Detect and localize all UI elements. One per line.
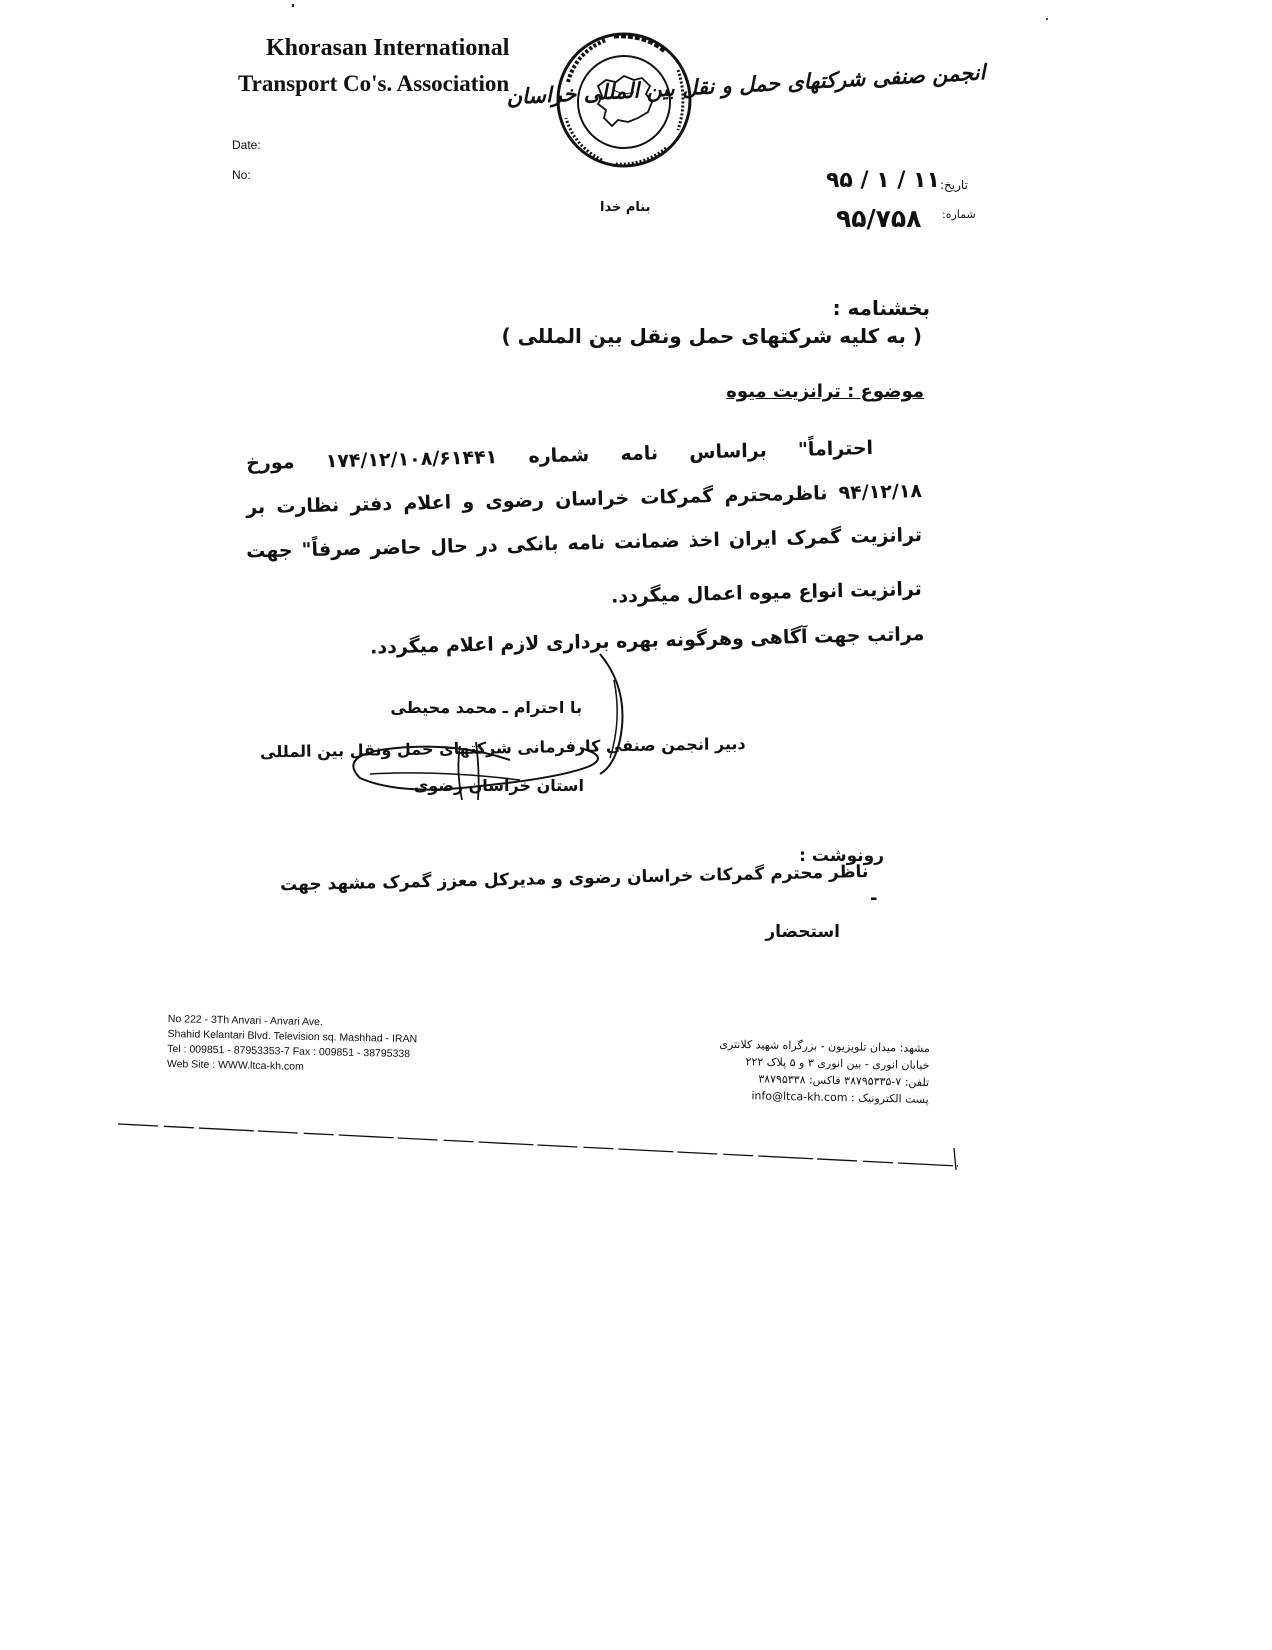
org-name-en-line2: Transport Co's. Association	[238, 71, 510, 96]
footer-en-line: No 222 - 3Th Anvari - Anvari Ave.	[167, 1012, 324, 1029]
body-line-5: مراتب جهت آگاهی وهرگونه بهره برداری لازم اعلام میگردد.	[369, 623, 925, 659]
footer-fa-line: تلفن: ۷-۳۸۷۹۵۳۳۵ فاکس: ۳۸۷۹۵۳۳۸	[758, 1072, 930, 1089]
letter-type: بخشنامه :	[832, 296, 930, 320]
number-label: No:	[232, 168, 251, 182]
signature-name: با احترام ـ محمد محیطی	[390, 698, 582, 717]
letter-recipient: ( به کلیه شرکتهای حمل ونقل بین المللی )	[501, 324, 922, 348]
footer-address-en	[167, 1012, 418, 1077]
body-line-3: ترانزیت گمرک ایران اخذ ضمانت نامه بانکی در حال حاضر صرفاً" جهت	[245, 524, 923, 563]
footer-fa-line: خیابان انوری - بین انوری ۳ و ۵ پلاک ۲۲۲	[745, 1055, 930, 1072]
signature-title: دبیر انجمن صنفی کارفرمانی شرکتهای حمل ونقل بین المللی	[260, 734, 747, 762]
signature-icon	[330, 650, 640, 810]
cc-bullet: -	[870, 888, 878, 909]
footer-en-line: Shahid Kelantari Blvd. Television sq. Mashhad - IRAN	[167, 1027, 418, 1046]
cc-label: رونوشت :	[799, 846, 884, 866]
handwritten-signature	[330, 650, 640, 810]
signature-province: استان خراسان رضوی	[413, 776, 584, 795]
footer-en-line: Web Site : WWW.ltca-kh.com	[166, 1057, 304, 1073]
footer-address-fa	[689, 1035, 930, 1108]
footer-fa-line: مشهد: میدان تلویزیون - بزرگراه شهید کلانتری	[719, 1037, 930, 1055]
footer-en-line: Tel : 009851 - 87953353-7 Fax : 009851 - 38795338	[167, 1042, 411, 1061]
number-label-fa: شماره:	[942, 208, 976, 221]
scan-speck	[292, 4, 294, 7]
org-name-fa: انجمن صنفی شرکتهای حمل و نقل بین المللی خراسان	[505, 59, 986, 110]
cc-line-2: استحضار	[765, 922, 840, 942]
body-line-2: ۹۴/۱۲/۱۸ ناظرمحترم گمرکات خراسان رضوی و اعلام دفتر نظارت بر	[245, 480, 923, 519]
date-value: ۱۱ / ۱ / ۹۵	[826, 168, 940, 193]
footer-divider	[118, 1118, 960, 1178]
body-line-1: احتراماً" براساس نامه شماره ۱۷۴/۱۲/۱۰۸/۶۱۴۴۱ مورخ	[245, 437, 874, 475]
number-value: ۹۵/۷۵۸	[836, 204, 922, 233]
body-line-4: ترانزیت انواع میوه اعمال میگردد.	[611, 578, 923, 608]
org-name-en-line1: Khorasan International	[266, 35, 510, 61]
cc-line-1: ناظر محترم گمرکات خراسان رضوی و مدیرکل معزز گمرک مشهد جهت	[279, 862, 869, 896]
letter-subject: موضوع : ترانزیت میوه	[726, 381, 924, 402]
footer-fa-line: پست الکترونیک : info@ltca-kh.com	[751, 1089, 929, 1106]
bismillah: بنام خدا	[600, 200, 651, 215]
divider-line-icon	[118, 1118, 960, 1178]
date-label: Date:	[232, 138, 261, 152]
scan-speck	[1046, 18, 1048, 20]
date-label-fa: تاریخ:	[940, 178, 968, 192]
